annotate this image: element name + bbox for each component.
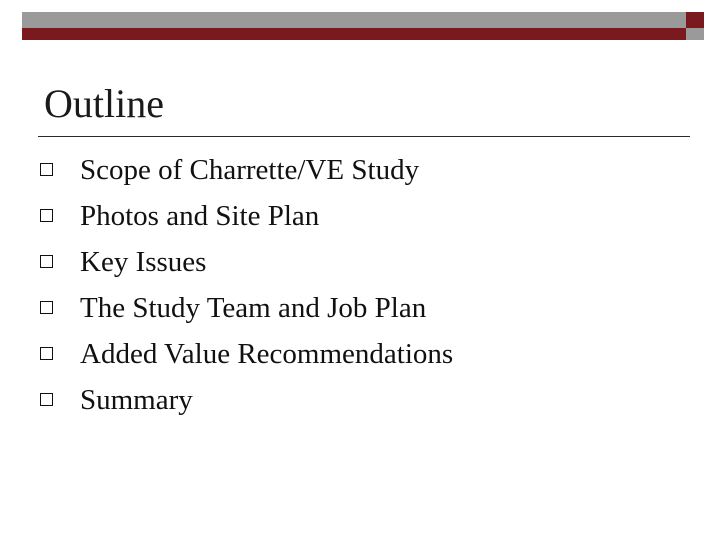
header-corner-gray: [686, 28, 704, 40]
hollow-square-bullet-icon: [40, 393, 53, 406]
bullet-text: Key Issues: [80, 246, 207, 278]
header-band-red: [22, 28, 686, 40]
slide-title: Outline: [44, 81, 164, 126]
title-divider: [38, 136, 690, 137]
bullet-text: Summary: [80, 384, 193, 416]
hollow-square-bullet-icon: [40, 209, 53, 222]
header-band-gray: [22, 12, 686, 28]
header-band-corner: [686, 12, 704, 40]
hollow-square-bullet-icon: [40, 255, 53, 268]
bullet-text: The Study Team and Job Plan: [80, 292, 427, 324]
hollow-square-bullet-icon: [40, 301, 53, 314]
bullet-text: Photos and Site Plan: [80, 200, 320, 232]
hollow-square-bullet-icon: [40, 163, 53, 176]
header-corner-red: [686, 12, 704, 28]
bullet-text: Added Value Recommendations: [80, 338, 454, 370]
header-band: [22, 12, 686, 40]
hollow-square-bullet-icon: [40, 347, 53, 360]
bullet-text: Scope of Charrette/VE Study: [80, 154, 420, 186]
